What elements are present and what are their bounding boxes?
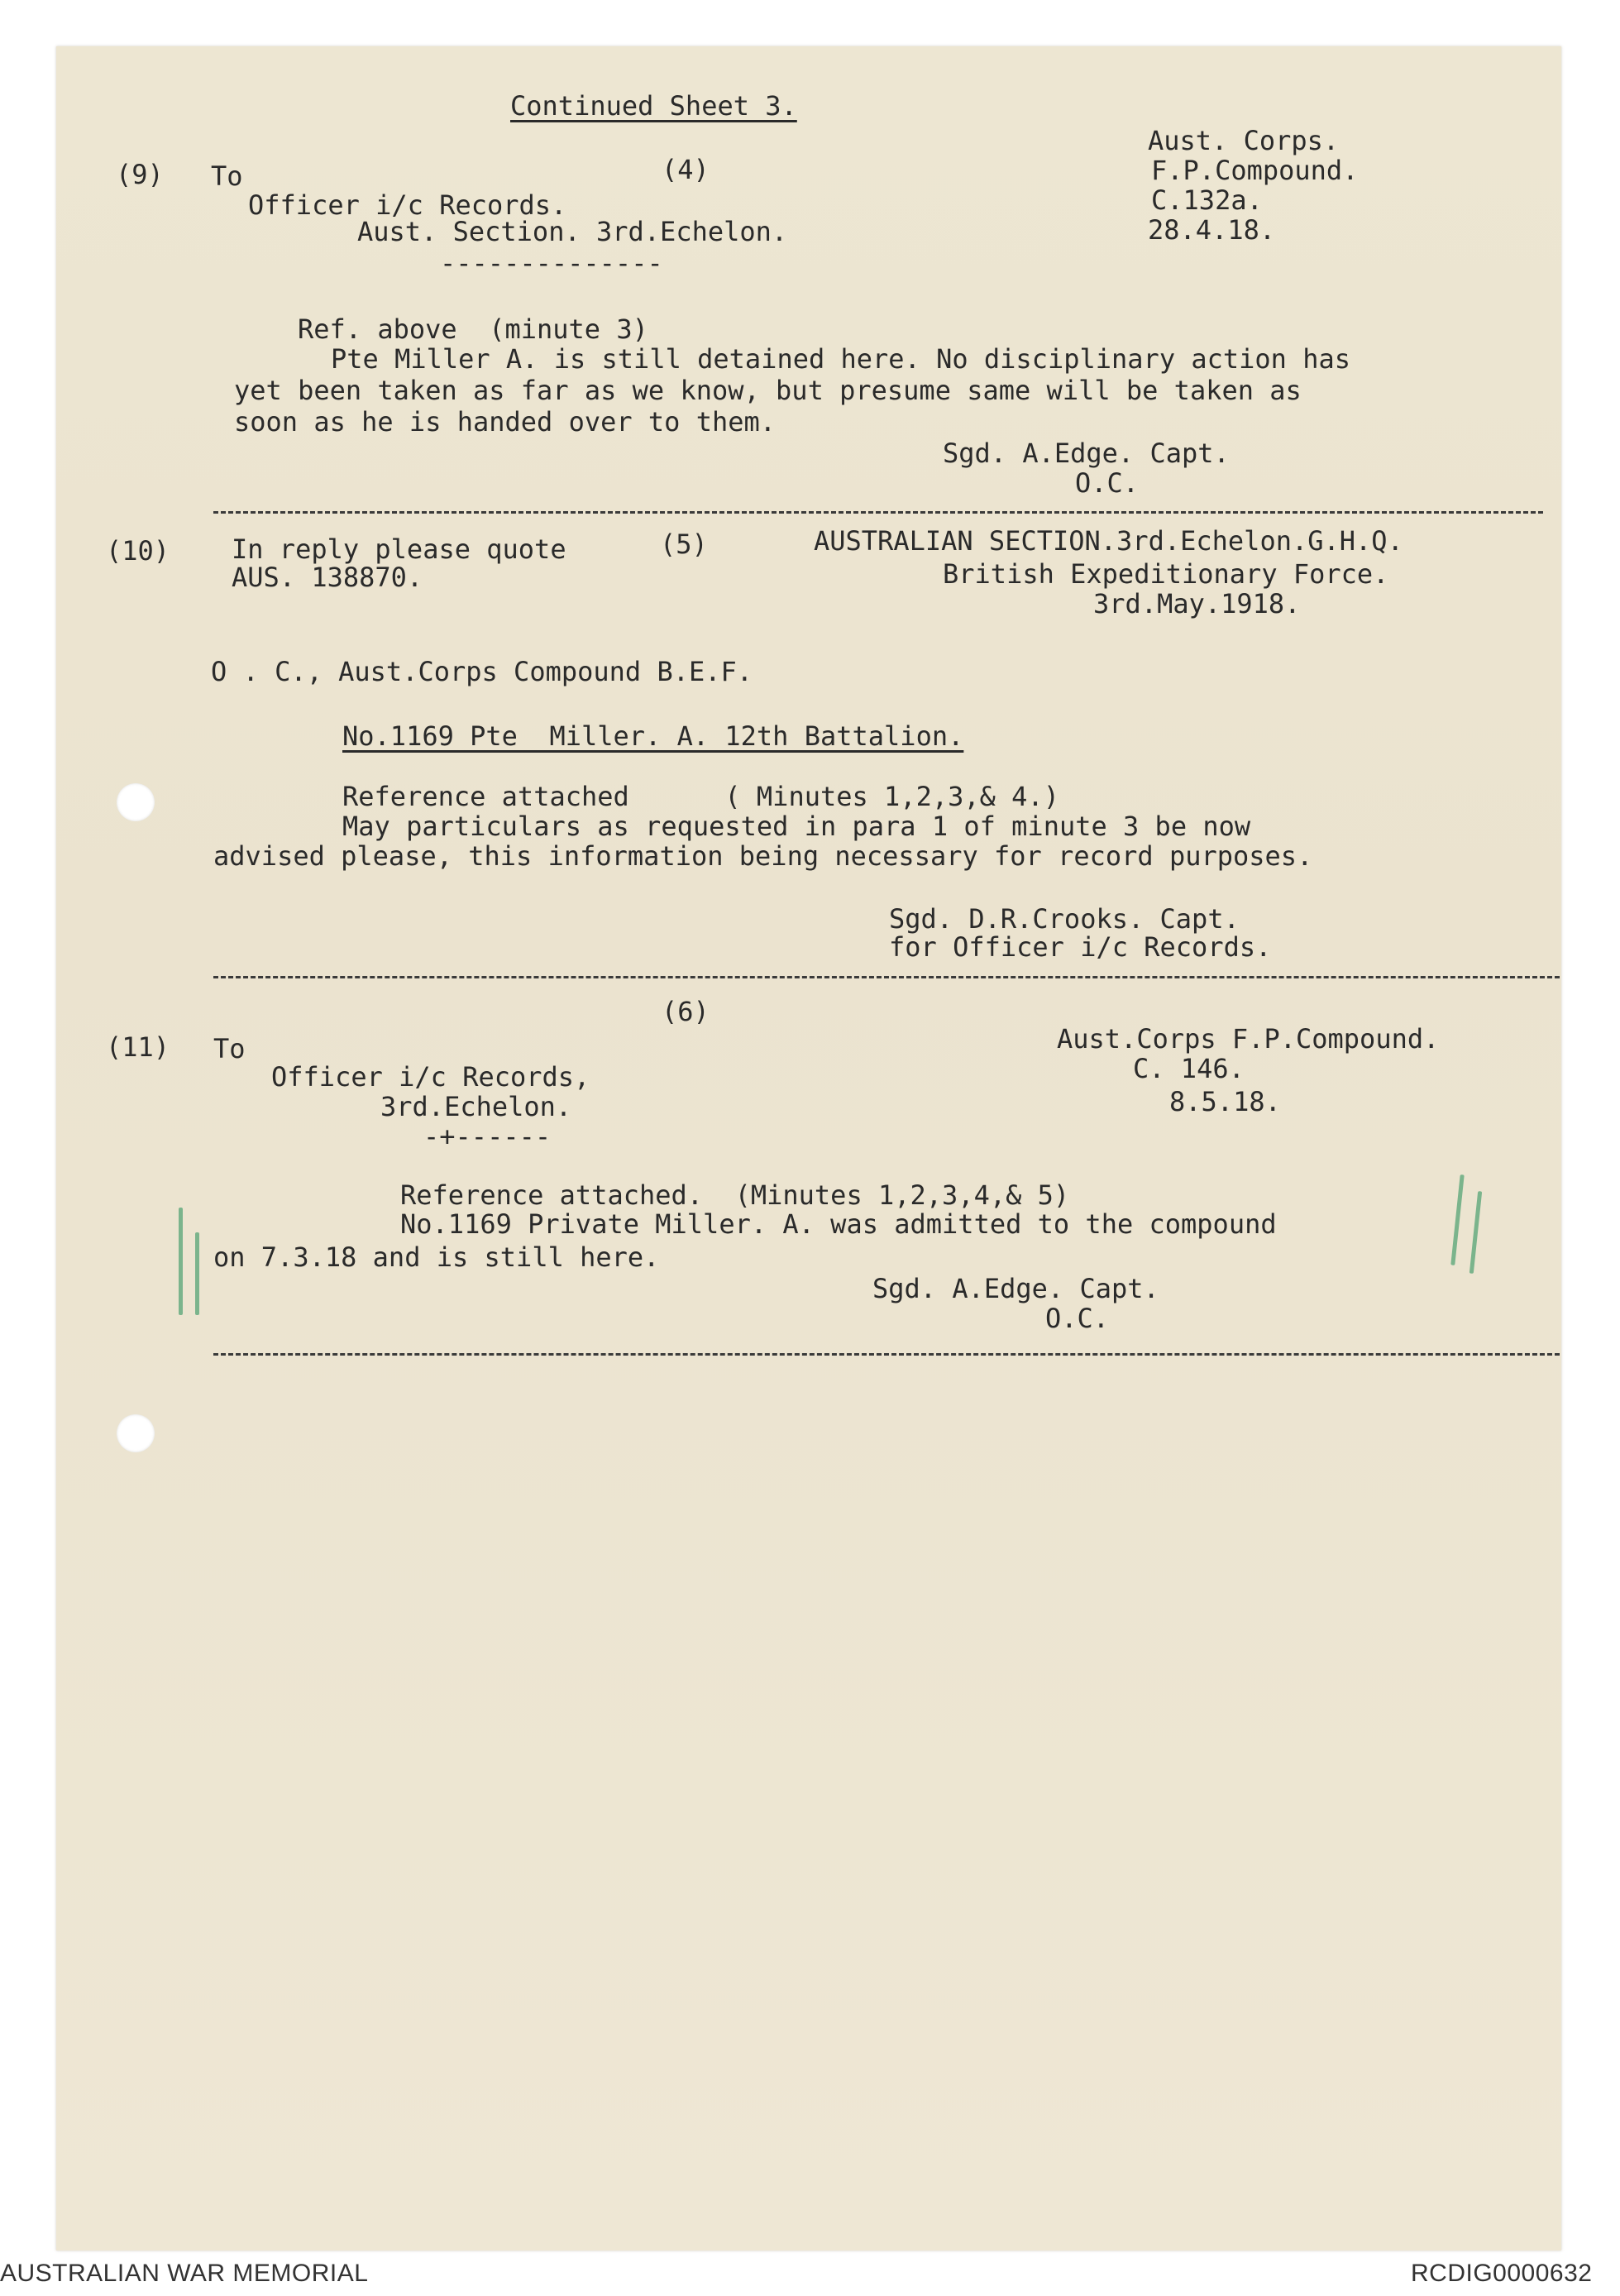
minute-number: (4) [662, 154, 710, 185]
addressee-line: Officer i/c Records. [248, 189, 567, 221]
minute-number: (6) [662, 996, 710, 1027]
body-line: No.1169 Private Miller. A. was admitted to the compound [400, 1208, 1277, 1240]
addressee-line: 3rd.Echelon. [380, 1091, 572, 1122]
green-pencil-mark [195, 1232, 199, 1315]
signature-line: Sgd. A.Edge. Capt. [872, 1273, 1159, 1304]
body-line: on 7.3.18 and is still here. [213, 1241, 660, 1273]
minute-number: (5) [660, 529, 708, 560]
punch-hole-top [117, 783, 155, 821]
rule-line: -+------ [423, 1121, 552, 1152]
entry-number: (9) [116, 159, 164, 190]
signature-line: O.C. [1075, 467, 1140, 499]
signature-line: O.C. [1045, 1303, 1110, 1334]
signature-line: for Officer i/c Records. [889, 931, 1272, 963]
entry-number: (11) [106, 1031, 170, 1063]
sender-line: F.P.Compound. [1151, 155, 1359, 186]
reference-number: C. 146. [1133, 1053, 1245, 1084]
punch-hole-bottom [117, 1414, 155, 1452]
quote-line: In reply please quote [232, 533, 566, 565]
section-divider [213, 511, 1543, 514]
section-divider [213, 1353, 1560, 1356]
signature-line: Sgd. A.Edge. Capt. [943, 438, 1230, 469]
sender-line: Aust.Corps F.P.Compound. [1057, 1023, 1440, 1055]
to-label: To [211, 160, 243, 192]
signature-line: Sgd. D.R.Crooks. Capt. [889, 903, 1240, 935]
footer-left: AUSTRALIAN WAR MEMORIAL [0, 2260, 369, 2287]
recipient-line: O . C., Aust.Corps Compound B.E.F. [211, 656, 753, 687]
quote-reference: AUS. 138870. [232, 562, 423, 593]
addressee-line: Aust. Section. 3rd.Echelon. [357, 216, 788, 247]
sender-line: Aust. Corps. [1148, 125, 1340, 156]
body-line: soon as he is handed over to them. [234, 406, 777, 438]
sender-line: AUSTRALIAN SECTION.3rd.Echelon.G.H.Q. [814, 525, 1403, 557]
reference-number: C.132a. [1151, 184, 1263, 216]
body-line: Reference attached ( Minutes 1,2,3,& 4.) [342, 781, 1059, 812]
date: 3rd.May.1918. [1093, 588, 1301, 619]
date: 28.4.18. [1148, 214, 1276, 246]
rule-line: -------------- [440, 247, 663, 279]
footer-right: RCDIG0000632 [1411, 2260, 1593, 2287]
body-line: Reference attached. (Minutes 1,2,3,4,& 5) [400, 1179, 1070, 1211]
body-line: Pte Miller A. is still detained here. No disciplinary action has [331, 343, 1350, 375]
body-line: May particulars as requested in para 1 of minute 3 be now [342, 811, 1251, 842]
entry-number: (10) [106, 535, 170, 567]
addressee-line: Officer i/c Records, [271, 1061, 590, 1093]
section-divider [213, 976, 1560, 978]
body-line: advised please, this information being necessary for record purposes. [213, 840, 1313, 872]
sender-line: British Expeditionary Force. [943, 558, 1389, 590]
sheet-title: Continued Sheet 3. [510, 90, 797, 122]
body-line: Ref. above (minute 3) [298, 313, 648, 345]
green-pencil-mark [179, 1208, 183, 1315]
subject-line: No.1169 Pte Miller. A. 12th Battalion. [342, 720, 964, 752]
date: 8.5.18. [1169, 1086, 1281, 1117]
to-label: To [213, 1033, 246, 1064]
body-line: yet been taken as far as we know, but presume same will be taken as [234, 375, 1302, 406]
